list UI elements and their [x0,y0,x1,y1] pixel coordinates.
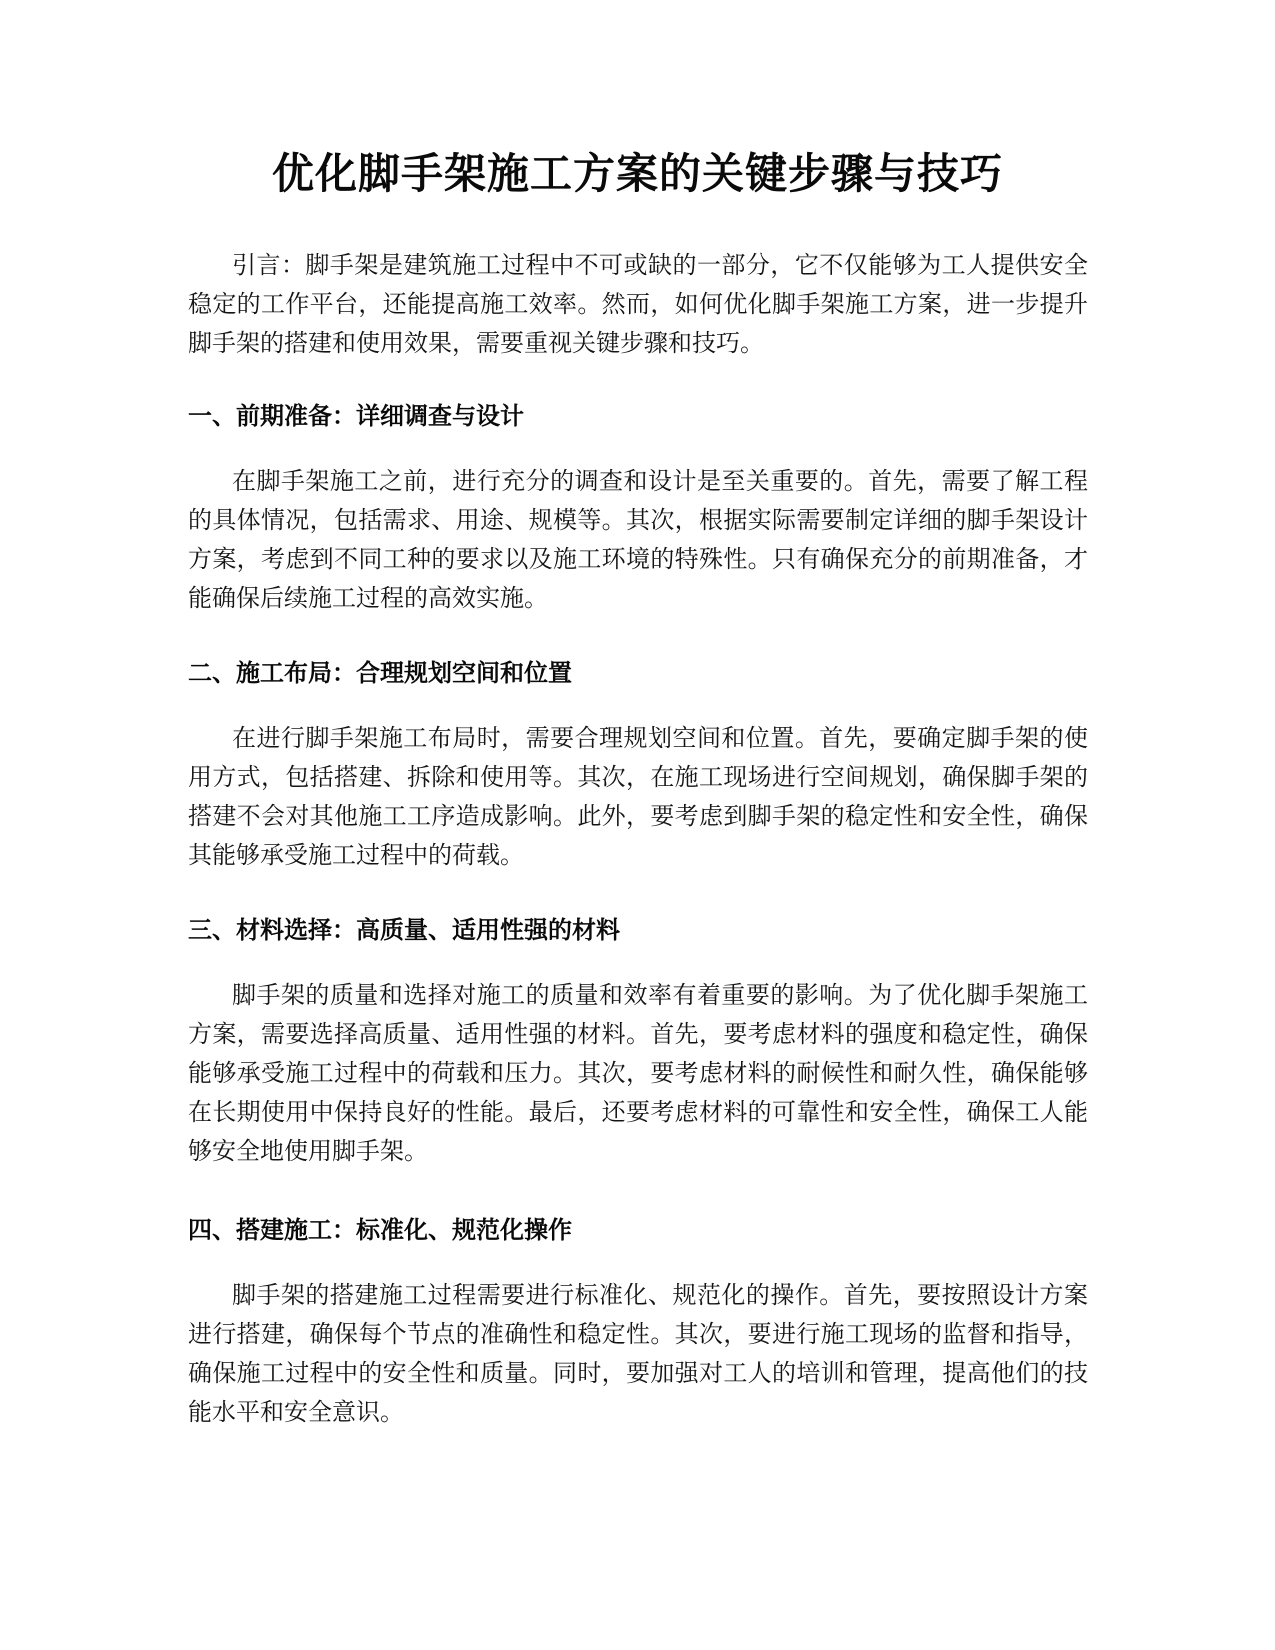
section-heading-1: 一、前期准备：详细调查与设计 [188,402,524,430]
section-heading-4: 四、搭建施工：标准化、规范化操作 [188,1216,572,1244]
section-heading-3: 三、材料选择：高质量、适用性强的材料 [188,916,620,944]
section-heading-2: 二、施工布局：合理规划空间和位置 [188,659,572,687]
page-title: 优化脚手架施工方案的关键步骤与技巧 [271,149,1003,198]
section-body-3: 脚手架的质量和选择对施工的质量和效率有着重要的影响。为了优化脚手架施工方案，需要选择高质量、适用性强的材料。首先，要考虑材料的强度和稳定性，确保能够承受施工过程中的荷载和压力。其次，要考虑材料的耐候性和耐久性，确保能够在长期使用中保持良好的性能。最后，还要考虑材料的可靠性和安全性，确保工人能够安全地使用脚手架。 [188,981,1088,1165]
section-body-2: 在进行脚手架施工布局时，需要合理规划空间和位置。首先，要确定脚手架的使用方式，包括搭建、拆除和使用等。其次，在施工现场进行空间规划，确保脚手架的搭建不会对其他施工工序造成影响。此外，要考虑到脚手架的稳定性和安全性，确保其能够承受施工过程中的荷载。 [188,724,1088,869]
intro-paragraph: 引言：脚手架是建筑施工过程中不可或缺的一部分，它不仅能够为工人提供安全稳定的工作平台，还能提高施工效率。然而，如何优化脚手架施工方案，进一步提升脚手架的搭建和使用效果，需要重视关键步骤和技巧。 [188,251,1088,357]
section-body-1: 在脚手架施工之前，进行充分的调查和设计是至关重要的。首先，需要了解工程的具体情况，包括需求、用途、规模等。其次，根据实际需要制定详细的脚手架设计方案，考虑到不同工种的要求以及施工环境的特殊性。只有确保充分的前期准备，才能确保后续施工过程的高效实施。 [188,467,1088,612]
section-body-4: 脚手架的搭建施工过程需要进行标准化、规范化的操作。首先，要按照设计方案进行搭建，确保每个节点的准确性和稳定性。其次，要进行施工现场的监督和指导，确保施工过程中的安全性和质量。同时，要加强对工人的培训和管理，提高他们的技能水平和安全意识。 [188,1281,1088,1426]
